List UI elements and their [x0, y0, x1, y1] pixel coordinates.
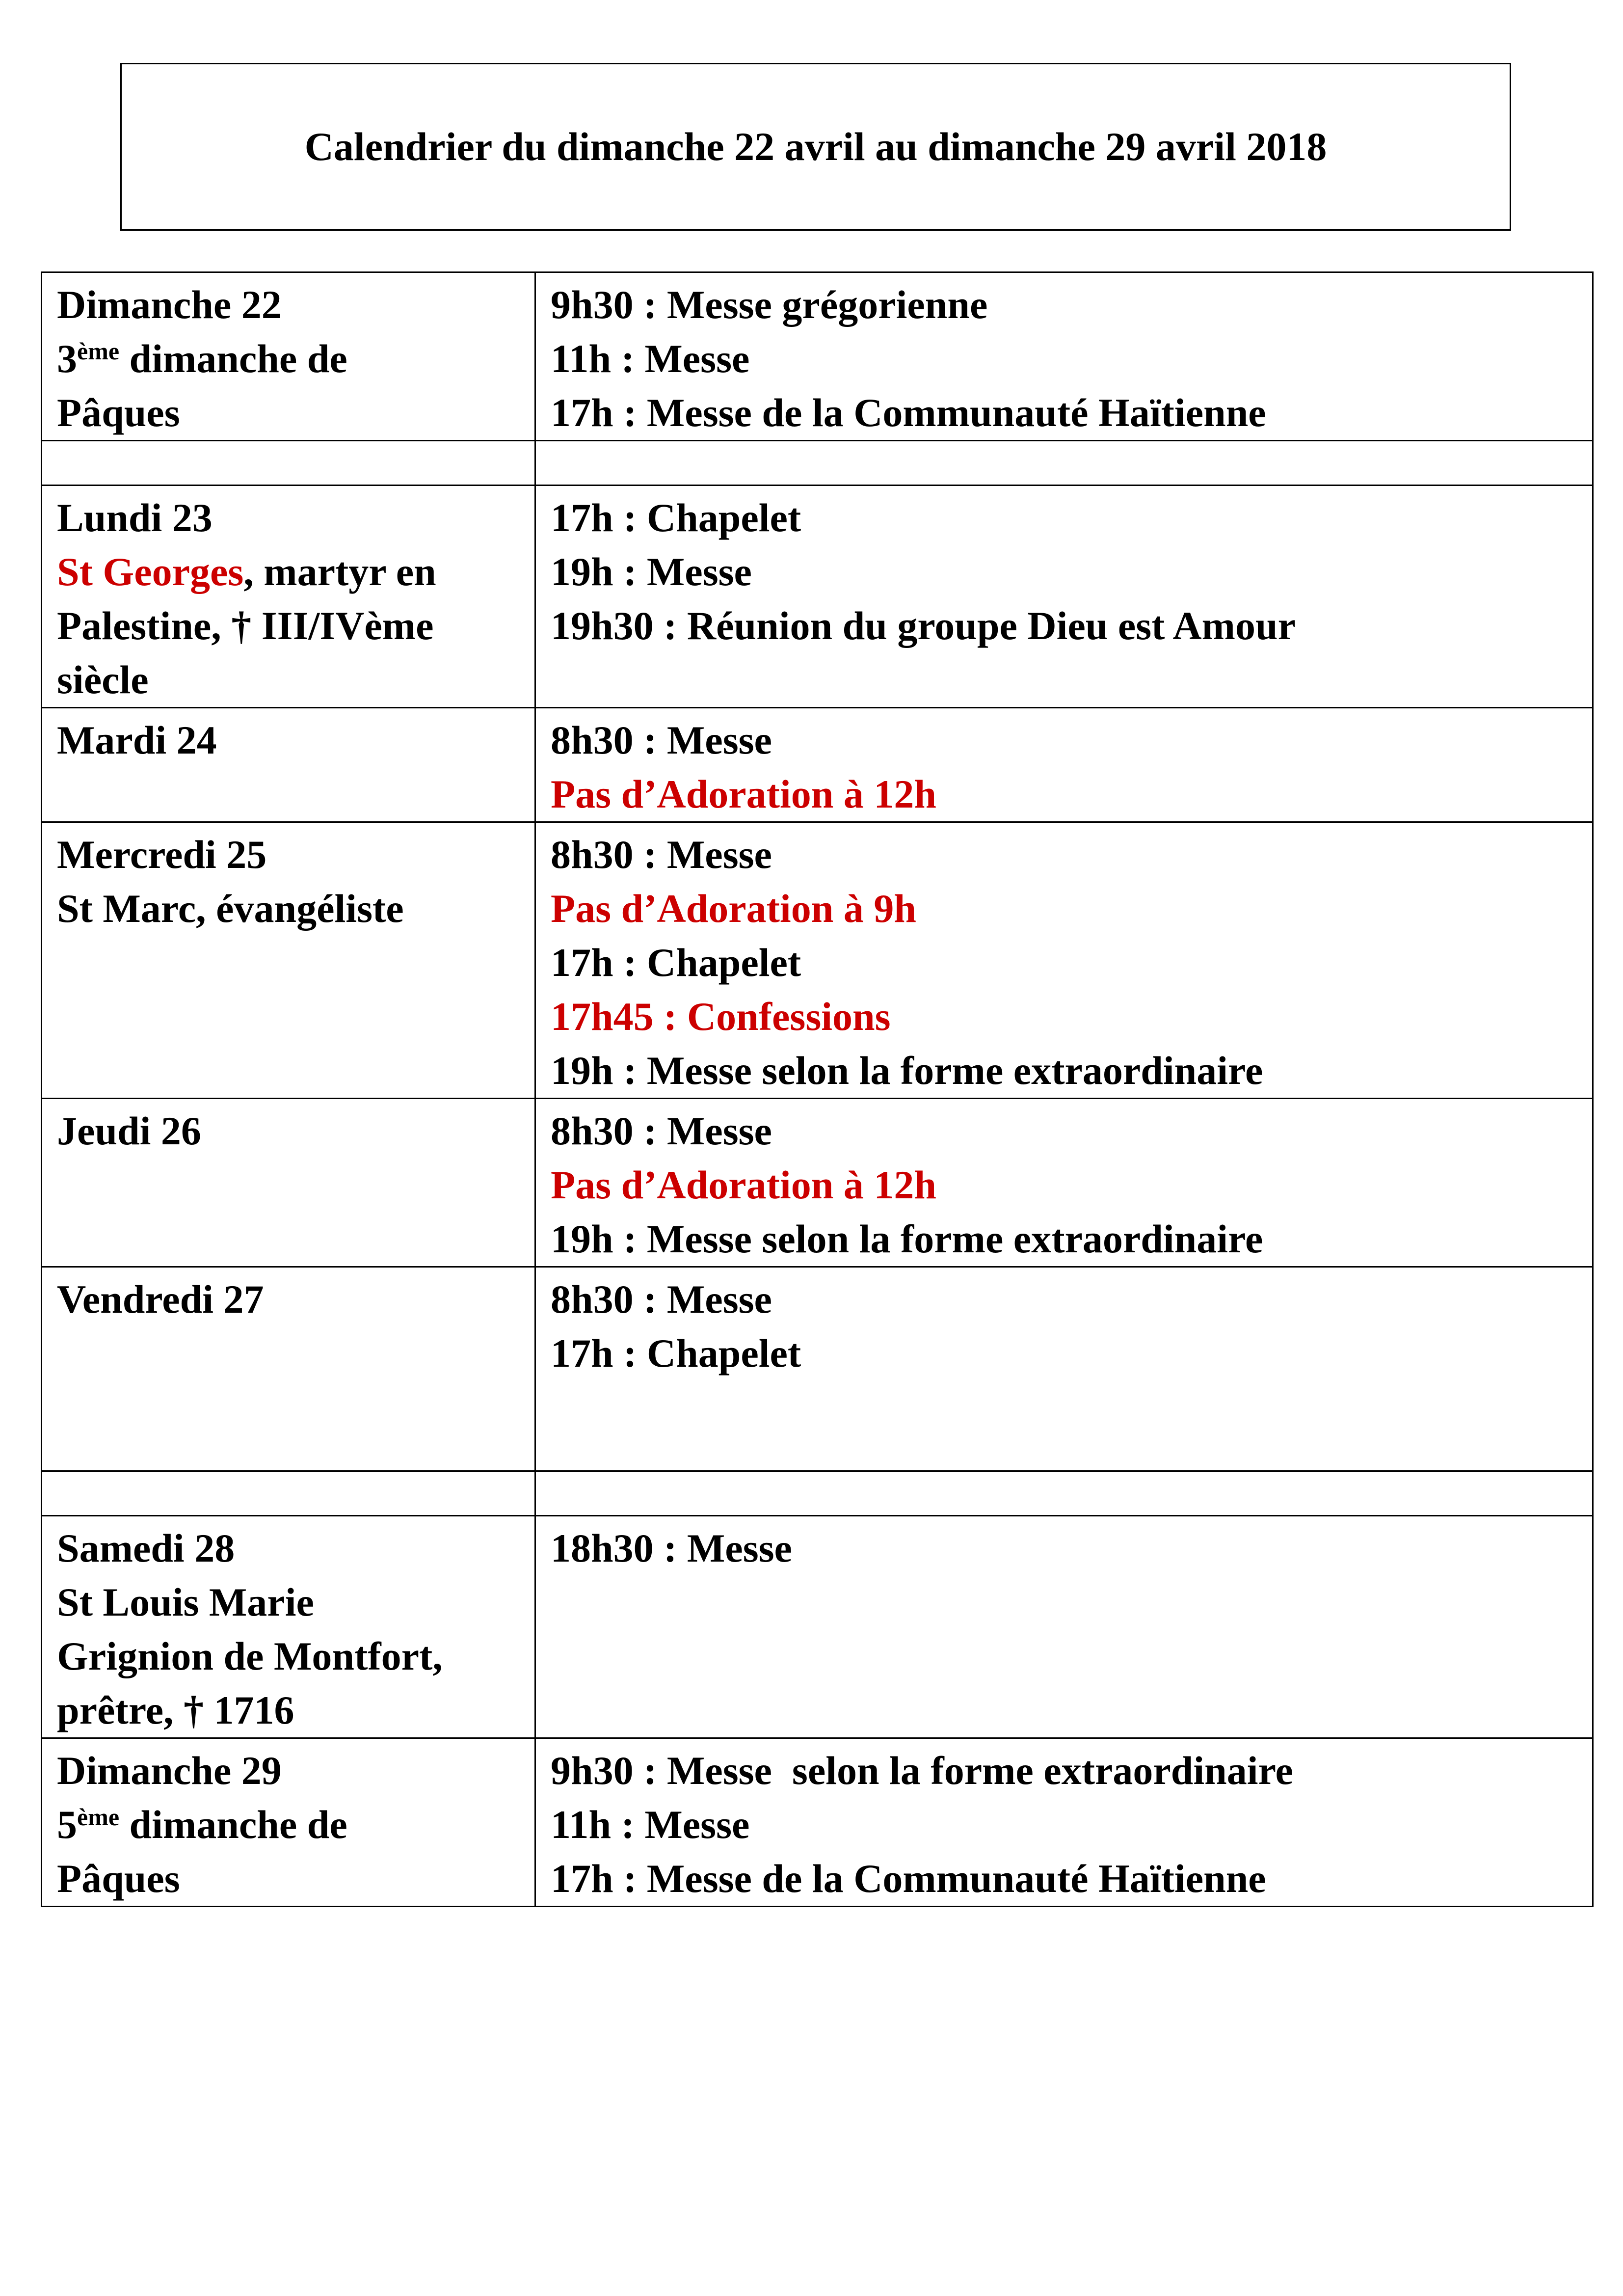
events-cell — [535, 1516, 1593, 1738]
event-item: 17h : Messe de la Communauté Haïtienne — [551, 390, 1266, 435]
empty-cell — [535, 1471, 1593, 1516]
event-item: 17h : Chapelet — [551, 940, 801, 985]
event-item: 8h30 : Messe — [551, 718, 772, 762]
day-cell — [42, 822, 535, 1099]
day-label: Samedi 28 — [57, 1526, 235, 1570]
feast-text: dimanche de — [119, 336, 347, 381]
feast-label — [57, 1798, 525, 1852]
empty-cell — [42, 441, 535, 486]
events-cell — [535, 708, 1593, 822]
event-item: 17h : Chapelet — [551, 495, 801, 540]
event-item: 11h : Messe — [551, 1802, 750, 1847]
saint-label-line3: prêtre, † 1716 — [57, 1688, 294, 1732]
day-cell — [42, 1099, 535, 1267]
day-cell — [42, 1267, 535, 1471]
feast-ordinal: ème — [77, 337, 120, 365]
feast-number: 5 — [57, 1802, 77, 1847]
day-label: Dimanche 22 — [57, 282, 282, 327]
feast-label — [57, 332, 525, 386]
day-label: Vendredi 27 — [57, 1277, 264, 1322]
table-row-jeudi-26 — [42, 1099, 1593, 1267]
day-label: Jeudi 26 — [57, 1108, 201, 1153]
table-row-dimanche-29 — [42, 1738, 1593, 1907]
event-item: 11h : Messe — [551, 336, 750, 381]
day-label: Lundi 23 — [57, 495, 213, 540]
empty-cell — [535, 441, 1593, 486]
table-row-spacer — [42, 441, 1593, 486]
saint-desc: , martyr en — [243, 549, 436, 594]
day-label: Dimanche 29 — [57, 1748, 282, 1793]
feast-label-line2: Pâques — [57, 1856, 180, 1901]
event-item: 8h30 : Messe — [551, 1277, 772, 1322]
feast-text: dimanche de — [119, 1802, 347, 1847]
event-item: 19h : Messe — [551, 549, 752, 594]
table-row-mercredi-25 — [42, 822, 1593, 1099]
calendar-table — [41, 271, 1594, 1907]
saint-label-line2: Grignion de Montfort, — [57, 1634, 443, 1678]
event-item-highlight: Pas d’Adoration à 9h — [551, 886, 916, 931]
saint-label-line3: siècle — [57, 657, 149, 702]
event-item: 8h30 : Messe — [551, 1108, 772, 1153]
table-row-spacer — [42, 1471, 1593, 1516]
saint-label-line2: Palestine, † III/IVème — [57, 603, 434, 648]
table-row-lundi-23 — [42, 486, 1593, 708]
saint-label: St Marc, évangéliste — [57, 886, 404, 931]
saint-label — [57, 545, 525, 599]
event-item: 19h30 : Réunion du groupe Dieu est Amour — [551, 603, 1296, 648]
events-cell — [535, 1099, 1593, 1267]
feast-label-line2: Pâques — [57, 390, 180, 435]
table-row-samedi-28 — [42, 1516, 1593, 1738]
event-item: 9h30 : Messe selon la forme extraordinaire — [551, 1748, 1293, 1793]
empty-cell — [42, 1471, 535, 1516]
event-item-highlight: 17h45 : Confessions — [551, 994, 891, 1039]
events-cell — [535, 486, 1593, 708]
saint-name-highlight: St Georges — [57, 549, 244, 594]
day-label: Mardi 24 — [57, 718, 217, 762]
feast-number: 3 — [57, 336, 77, 381]
event-item-highlight: Pas d’Adoration à 12h — [551, 772, 936, 816]
events-cell — [535, 272, 1593, 441]
day-cell — [42, 1516, 535, 1738]
day-cell — [42, 486, 535, 708]
page-title: Calendrier du dimanche 22 avril au dimanche 29 avril 2018 — [304, 124, 1327, 169]
event-item: 9h30 : Messe grégorienne — [551, 282, 988, 327]
table-row-dimanche-22 — [42, 272, 1593, 441]
day-cell — [42, 1738, 535, 1907]
day-label: Mercredi 25 — [57, 832, 267, 877]
events-cell — [535, 1738, 1593, 1907]
events-cell — [535, 822, 1593, 1099]
event-item-highlight: Pas d’Adoration à 12h — [551, 1162, 936, 1207]
event-item: 19h : Messe selon la forme extraordinaire — [551, 1216, 1263, 1261]
title-box — [120, 63, 1511, 231]
table-row-mardi-24 — [42, 708, 1593, 822]
feast-ordinal: ème — [77, 1803, 120, 1831]
day-cell — [42, 272, 535, 441]
event-item: 18h30 : Messe — [551, 1526, 792, 1570]
events-cell — [535, 1267, 1593, 1471]
event-item: 17h : Messe de la Communauté Haïtienne — [551, 1856, 1266, 1901]
event-item: 8h30 : Messe — [551, 832, 772, 877]
table-row-vendredi-27 — [42, 1267, 1593, 1471]
saint-label-line1: St Louis Marie — [57, 1580, 314, 1624]
event-item: 19h : Messe selon la forme extraordinaire — [551, 1048, 1263, 1093]
day-cell — [42, 708, 535, 822]
event-item: 17h : Chapelet — [551, 1331, 801, 1376]
